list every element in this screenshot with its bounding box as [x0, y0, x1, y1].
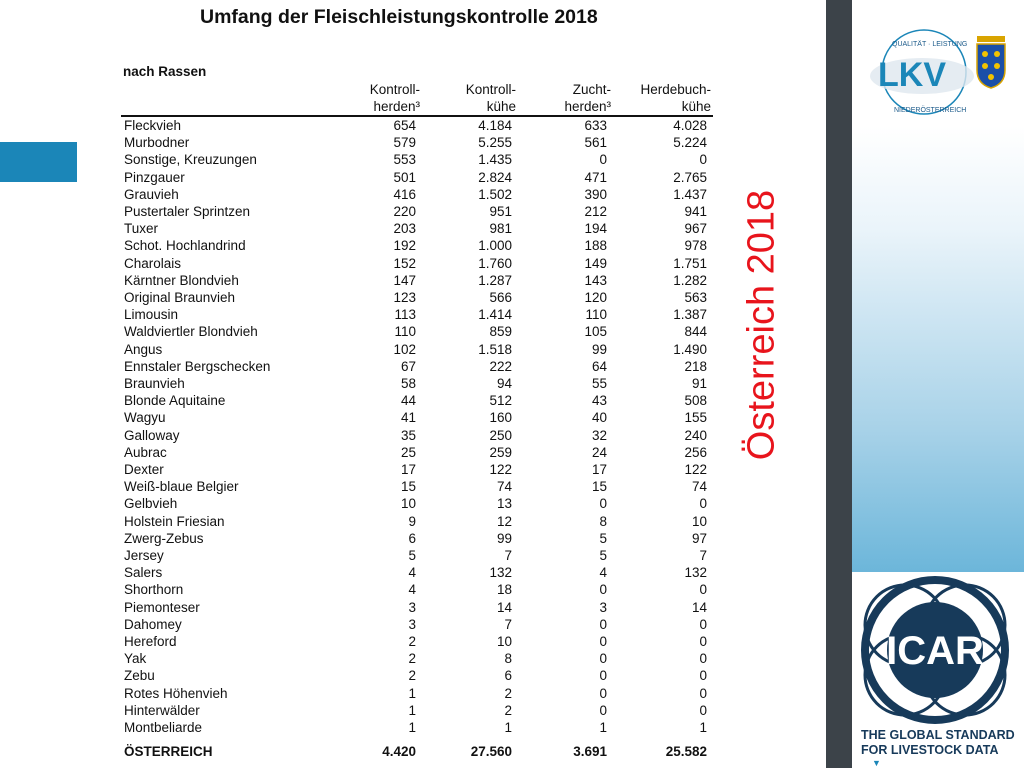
lkv-logo: [864, 22, 1014, 118]
kontrollherden-value: 67: [400, 358, 416, 374]
vertical-title: [736, 152, 788, 497]
zuchtherden-value: 3: [599, 599, 607, 615]
kontrollherden-value: 58: [400, 376, 416, 391]
kontrollherden-value: 152: [393, 255, 416, 271]
table-row: [0, 341, 720, 358]
kontrollherden-value: 35: [400, 427, 416, 443]
breed-name: Dexter: [124, 462, 164, 477]
breed-name: Fleckvieh: [124, 118, 182, 133]
breed-name: Zebu: [124, 668, 155, 684]
page-title: Umfang der Fleischleistungskontrolle 2018: [200, 6, 598, 28]
herdebuchkuehe-value: 74: [691, 479, 707, 495]
table-row: [0, 633, 720, 650]
table-row: [0, 134, 720, 151]
table-row: [0, 375, 720, 392]
kontrollherden-value: 4: [408, 582, 416, 598]
header-herdebuchkuehe: [640, 81, 711, 115]
total-kontrollherden: 4.420: [382, 744, 416, 759]
herdebuchkuehe-value: 0: [699, 668, 707, 684]
herdebuchkuehe-value: 91: [691, 376, 707, 391]
kontrollkuehe-value: 981: [489, 221, 512, 237]
kontrollkuehe-value: 1.000: [478, 238, 512, 254]
header-line: kühe: [486, 99, 516, 114]
breed-name: Limousin: [124, 307, 179, 323]
table-row: [0, 478, 720, 495]
header-line: kühe: [681, 99, 711, 114]
header-line: Herdebuch-: [640, 82, 711, 97]
breed-name: Gelbvieh: [124, 496, 178, 512]
table-subtitle: nach Rassen: [123, 64, 207, 79]
icar-tagline-line: FOR LIVESTOCK DATA: [861, 743, 999, 757]
breed-name: Waldviertler Blondvieh: [124, 324, 258, 340]
table-row: [0, 203, 720, 220]
breed-name: Montbeliarde: [124, 720, 203, 735]
total-label: ÖSTERREICH: [124, 744, 213, 759]
table-row: [0, 186, 720, 203]
table-row: [0, 409, 720, 426]
table-row: [0, 616, 720, 633]
kontrollherden-value: 9: [408, 513, 416, 529]
breed-name: Original Braunvieh: [124, 290, 236, 305]
breed-name: Charolais: [124, 255, 182, 271]
dark-divider-bar: [826, 0, 852, 768]
kontrollkuehe-value: 99: [496, 530, 512, 546]
kontrollkuehe-value: 14: [496, 599, 512, 615]
icar-tagline-line: THE GLOBAL STANDARD: [861, 728, 1015, 742]
total-herdebuchkuehe: 25.582: [665, 744, 707, 759]
kontrollherden-value: 17: [400, 462, 416, 477]
herdebuchkuehe-value: 941: [684, 204, 707, 219]
herdebuchkuehe-value: 0: [699, 152, 707, 168]
zuchtherden-value: 105: [584, 324, 607, 340]
herdebuchkuehe-value: 5.224: [673, 135, 707, 151]
breed-name: Angus: [124, 341, 163, 357]
herdebuchkuehe-value: 844: [684, 324, 707, 340]
kontrollherden-value: 15: [400, 479, 416, 495]
breed-name: Zwerg-Zebus: [124, 530, 204, 546]
kontrollkuehe-value: 74: [496, 479, 512, 495]
header-line: Zucht-: [572, 82, 611, 97]
kontrollherden-value: 10: [400, 496, 416, 512]
zuchtherden-value: 0: [599, 152, 607, 168]
zuchtherden-value: 0: [599, 634, 607, 649]
kontrollkuehe-value: 5.255: [478, 135, 512, 151]
kontrollkuehe-value: 951: [489, 204, 512, 219]
kontrollkuehe-value: 13: [496, 496, 512, 512]
breed-name: Blonde Aquitaine: [124, 393, 226, 409]
herdebuchkuehe-value: 1: [699, 720, 707, 735]
zuchtherden-value: 17: [591, 462, 607, 477]
kontrollkuehe-value: 259: [489, 444, 512, 460]
breed-name: Dahomey: [124, 616, 182, 632]
herdebuchkuehe-value: 0: [699, 582, 707, 598]
table-row: [0, 444, 720, 461]
kontrollherden-value: 102: [393, 341, 416, 357]
zuchtherden-value: 633: [584, 118, 607, 133]
herdebuchkuehe-value: 0: [699, 685, 707, 701]
lkv-letters: LKV: [878, 56, 946, 94]
table-row: [0, 719, 720, 736]
herdebuchkuehe-value: 0: [699, 634, 707, 649]
zuchtherden-value: 4: [599, 565, 607, 581]
table-row: [0, 169, 720, 186]
breed-name: Braunvieh: [124, 376, 185, 391]
zuchtherden-value: 0: [599, 582, 607, 598]
table-row: [0, 117, 720, 134]
breed-name: Hinterwälder: [124, 702, 200, 718]
icar-logo: [850, 570, 1020, 730]
kontrollherden-value: 4: [408, 565, 416, 581]
herdebuchkuehe-value: 1.282: [673, 272, 707, 288]
small-marker-icon: ▼: [872, 758, 881, 768]
zuchtherden-value: 110: [585, 307, 607, 323]
table-row: [0, 581, 720, 598]
kontrollherden-value: 25: [400, 444, 416, 460]
breed-name: Yak: [124, 651, 147, 667]
total-zuchtherden: 3.691: [573, 744, 607, 759]
breed-name: Rotes Höhenvieh: [124, 685, 228, 701]
zuchtherden-value: 0: [599, 616, 607, 632]
breed-name: Shorthorn: [124, 582, 184, 598]
kontrollherden-value: 113: [394, 307, 416, 323]
kontrollkuehe-value: 6: [504, 668, 512, 684]
herdebuchkuehe-value: 256: [684, 444, 707, 460]
breed-name: Hereford: [124, 634, 177, 649]
zuchtherden-value: 55: [591, 376, 607, 391]
breed-name: Weiß-blaue Belgier: [124, 479, 239, 495]
zuchtherden-value: 149: [584, 255, 607, 271]
header-line: Kontroll-: [369, 82, 420, 97]
kontrollkuehe-value: 7: [504, 616, 512, 632]
breed-name: Holstein Friesian: [124, 513, 225, 529]
herdebuchkuehe-value: 4.028: [673, 118, 707, 133]
zuchtherden-value: 561: [584, 135, 607, 151]
herdebuchkuehe-value: 1.437: [673, 186, 707, 202]
svg-text:QUALITÄT · LEISTUNG: QUALITÄT · LEISTUNG: [892, 41, 968, 48]
total-kontrollkuehe: 27.560: [470, 744, 512, 759]
kontrollkuehe-value: 8: [504, 651, 512, 667]
herdebuchkuehe-value: 132: [684, 565, 707, 581]
table-row: [0, 306, 720, 323]
svg-text:NIEDERÖSTERREICH: NIEDERÖSTERREICH: [894, 107, 967, 114]
kontrollkuehe-value: 1.760: [478, 255, 512, 271]
kontrollkuehe-value: 1.435: [478, 152, 512, 168]
herdebuchkuehe-value: 508: [684, 393, 707, 409]
zuchtherden-value: 5: [599, 548, 607, 563]
table-row: [0, 427, 720, 444]
kontrollherden-value: 501: [393, 169, 416, 185]
kontrollherden-value: 3: [408, 599, 416, 615]
table-row: [0, 650, 720, 667]
crest-icon: [977, 36, 1005, 88]
zuchtherden-value: 0: [599, 668, 607, 684]
herdebuchkuehe-value: 97: [691, 530, 707, 546]
kontrollkuehe-value: 512: [489, 393, 512, 409]
breed-name: Murbodner: [124, 135, 190, 151]
kontrollherden-value: 2: [408, 651, 416, 667]
table-row: [0, 495, 720, 512]
zuchtherden-value: 32: [591, 427, 607, 443]
herdebuchkuehe-value: 240: [684, 427, 707, 443]
kontrollkuehe-value: 1.287: [478, 272, 512, 288]
breed-name: Jersey: [124, 548, 164, 563]
vertical-title-text: Österreich 2018: [740, 189, 783, 460]
kontrollherden-value: 147: [393, 272, 416, 288]
kontrollkuehe-value: 1.502: [478, 186, 512, 202]
kontrollherden-value: 1: [408, 720, 416, 735]
kontrollkuehe-value: 250: [489, 427, 512, 443]
herdebuchkuehe-value: 2.765: [673, 169, 707, 185]
herdebuchkuehe-value: 7: [699, 548, 707, 563]
zuchtherden-value: 15: [591, 479, 607, 495]
table-row: [0, 323, 720, 340]
herdebuchkuehe-value: 218: [684, 358, 707, 374]
breed-name: Tuxer: [124, 221, 159, 237]
zuchtherden-value: 188: [584, 238, 607, 254]
kontrollkuehe-value: 18: [496, 582, 512, 598]
zuchtherden-value: 5: [599, 530, 607, 546]
zuchtherden-value: 99: [591, 341, 607, 357]
kontrollherden-value: 192: [393, 238, 416, 254]
table-row: [0, 564, 720, 581]
header-line: herden³: [564, 99, 611, 114]
breed-name: Galloway: [124, 427, 180, 443]
kontrollkuehe-value: 222: [489, 358, 512, 374]
table-row: [0, 151, 720, 168]
zuchtherden-value: 0: [599, 702, 607, 718]
zuchtherden-value: 212: [584, 204, 607, 219]
breed-name: Salers: [124, 565, 163, 581]
herdebuchkuehe-value: 1.490: [673, 341, 707, 357]
icar-tagline: [861, 728, 1015, 758]
zuchtherden-value: 0: [599, 685, 607, 701]
zuchtherden-value: 8: [599, 513, 607, 529]
table-row: [0, 547, 720, 564]
zuchtherden-value: 1: [599, 720, 607, 735]
zuchtherden-value: 24: [591, 444, 607, 460]
breed-name: Sonstige, Kreuzungen: [124, 152, 257, 168]
kontrollherden-value: 654: [393, 118, 416, 133]
table-row: [0, 461, 720, 478]
kontrollkuehe-value: 1: [504, 720, 512, 735]
herdebuchkuehe-value: 978: [684, 238, 707, 254]
kontrollherden-value: 110: [394, 324, 416, 340]
kontrollkuehe-value: 2.824: [478, 169, 512, 185]
table-row: [0, 237, 720, 254]
kontrollherden-value: 123: [393, 290, 416, 305]
kontrollherden-value: 6: [408, 530, 416, 546]
header-line: herden³: [373, 99, 420, 114]
breed-name: Pinzgauer: [124, 169, 185, 185]
kontrollkuehe-value: 859: [489, 324, 512, 340]
table-row: [0, 667, 720, 684]
herdebuchkuehe-value: 563: [684, 290, 707, 305]
kontrollherden-value: 44: [400, 393, 416, 409]
table-row: [0, 702, 720, 719]
breed-name: Grauvieh: [124, 186, 179, 202]
header-kontrollkuehe: [466, 81, 516, 115]
kontrollkuehe-value: 160: [489, 410, 512, 426]
header-zuchtherden: [564, 81, 611, 115]
kontrollherden-value: 1: [408, 685, 416, 701]
herdebuchkuehe-value: 1.387: [673, 307, 707, 323]
breed-name: Wagyu: [124, 410, 166, 426]
kontrollkuehe-value: 2: [504, 685, 512, 701]
kontrollherden-value: 2: [408, 668, 416, 684]
kontrollkuehe-value: 1.518: [478, 341, 512, 357]
table-row: [0, 358, 720, 375]
herdebuchkuehe-value: 155: [684, 410, 707, 426]
breed-name: Piemonteser: [124, 599, 200, 615]
table-row: [0, 272, 720, 289]
herdebuchkuehe-value: 10: [691, 513, 707, 529]
kontrollkuehe-value: 7: [504, 548, 512, 563]
kontrollkuehe-value: 132: [489, 565, 512, 581]
zuchtherden-value: 120: [584, 290, 607, 305]
icar-letters: ICAR: [886, 629, 984, 673]
zuchtherden-value: 0: [599, 651, 607, 667]
herdebuchkuehe-value: 0: [699, 496, 707, 512]
herdebuchkuehe-value: 1.751: [673, 255, 707, 271]
table-row: [0, 513, 720, 530]
herdebuchkuehe-value: 0: [699, 702, 707, 718]
kontrollherden-value: 5: [408, 548, 416, 563]
kontrollkuehe-value: 12: [496, 513, 512, 529]
kontrollkuehe-value: 122: [489, 462, 512, 477]
total-row: [0, 743, 720, 760]
table-row: [0, 685, 720, 702]
kontrollherden-value: 553: [393, 152, 416, 168]
kontrollkuehe-value: 2: [504, 702, 512, 718]
table-row: [0, 530, 720, 547]
kontrollkuehe-value: 4.184: [478, 118, 512, 133]
zuchtherden-value: 64: [591, 358, 607, 374]
breed-name: Ennstaler Bergschecken: [124, 358, 271, 374]
herdebuchkuehe-value: 0: [699, 651, 707, 667]
kontrollherden-value: 1: [408, 702, 416, 718]
zuchtherden-value: 194: [584, 221, 607, 237]
kontrollkuehe-value: 566: [489, 290, 512, 305]
kontrollherden-value: 416: [393, 186, 416, 202]
table-row: [0, 599, 720, 616]
kontrollkuehe-value: 1.414: [478, 307, 512, 323]
table-row: [0, 220, 720, 237]
kontrollherden-value: 579: [393, 135, 416, 151]
header-line: Kontroll-: [465, 82, 516, 97]
table-row: [0, 255, 720, 272]
zuchtherden-value: 43: [591, 393, 607, 409]
herdebuchkuehe-value: 0: [699, 616, 707, 632]
breed-name: Pustertaler Sprintzen: [124, 204, 251, 219]
kontrollherden-value: 203: [393, 221, 416, 237]
breed-name: Schot. Hochlandrind: [124, 238, 246, 254]
zuchtherden-value: 40: [591, 410, 607, 426]
herdebuchkuehe-value: 967: [684, 221, 707, 237]
zuchtherden-value: 390: [584, 186, 607, 202]
table-row: [0, 392, 720, 409]
header-kontrollherden: [370, 81, 420, 115]
herdebuchkuehe-value: 122: [684, 462, 707, 477]
zuchtherden-value: 143: [584, 272, 607, 288]
zuchtherden-value: 471: [584, 169, 607, 185]
kontrollherden-value: 220: [393, 204, 416, 219]
kontrollherden-value: 2: [408, 634, 416, 649]
herdebuchkuehe-value: 14: [691, 599, 707, 615]
table-row: [0, 289, 720, 306]
breed-name: Aubrac: [124, 444, 167, 460]
kontrollkuehe-value: 10: [496, 634, 512, 649]
kontrollherden-value: 41: [400, 410, 416, 426]
breed-name: Kärntner Blondvieh: [124, 272, 239, 288]
zuchtherden-value: 0: [599, 496, 607, 512]
kontrollkuehe-value: 94: [496, 376, 512, 391]
kontrollherden-value: 3: [408, 616, 416, 632]
